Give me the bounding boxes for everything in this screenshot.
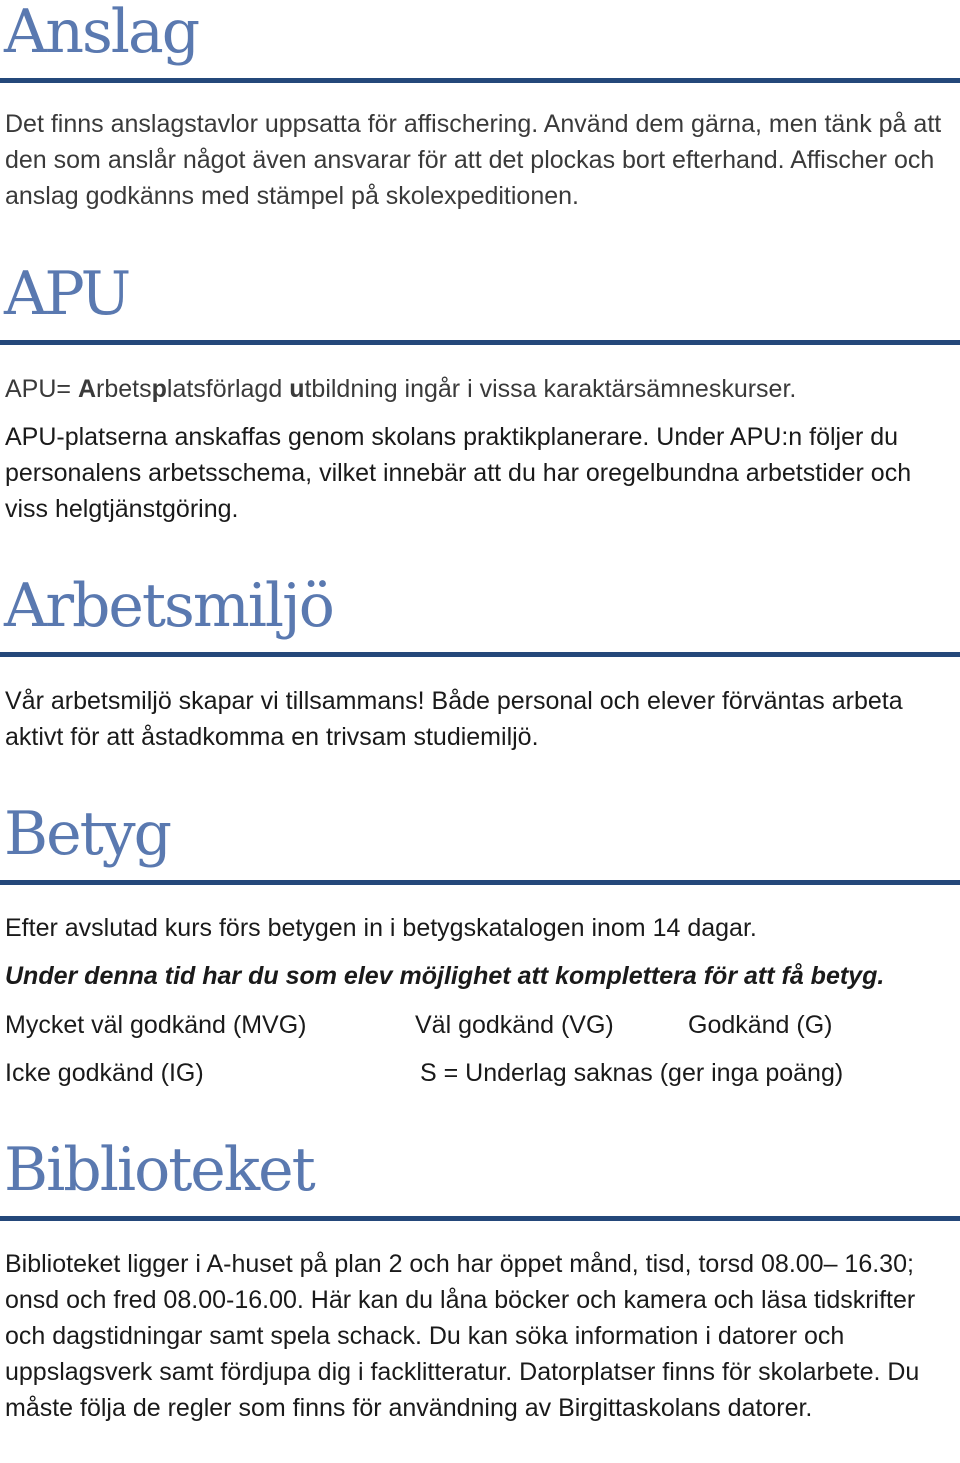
- section-divider: [0, 652, 960, 657]
- heading-betyg: Betyg: [4, 799, 171, 869]
- section-divider: [0, 340, 960, 345]
- apu-def-a-rest: rbets: [96, 375, 152, 403]
- section-divider: [0, 1216, 960, 1221]
- heading-biblioteket: Biblioteket: [4, 1135, 314, 1205]
- apu-paragraph: APU-platserna anskaffas genom skolans praktikplanerare. Under APU:n följer du personalens arbetsschema, vilket innebär att du har oregelbundna arbetstider och viss helgtjänstgöring.: [5, 423, 912, 523]
- apu-def-u-rest: tbildning ingår i vissa karaktärsämneskurser.: [304, 375, 797, 403]
- apu-def-u: u: [289, 375, 305, 403]
- apu-def-prefix: APU=: [5, 375, 78, 403]
- biblioteket-paragraph: Biblioteket ligger i A-huset på plan 2 och har öppet månd, tisd, torsd 08.00– 16.30; onsd och fred 08.00-16.00. Här kan du låna böcker och kamera och läsa tidskrifter och dagstidningar samt spela schack. Du kan söka information i datorer och uppslagsverk samt fördjupa dig i facklitteratur. Datorplatser finns för skolarbete. Du måste följa de regler som finns för användning av Birgittaskolans datorer.: [5, 1250, 920, 1422]
- betyg-paragraph: Efter avslutad kurs förs betygen in i betygskatalogen inom 14 dagar.: [5, 914, 757, 942]
- anslag-paragraph: Det finns anslagstavlor uppsatta för affischering. Använd dem gärna, men tänk på att den som anslår något även ansvarar för att det plockas bort efterhand. Affischer och anslag godkänns med stämpel på skolexpeditionen.: [5, 110, 942, 210]
- grade-g: Godkänd (G): [688, 1011, 833, 1039]
- grade-ig: Icke godkänd (IG): [5, 1059, 204, 1087]
- heading-apu: APU: [4, 259, 129, 329]
- heading-arbetsmiljo: Arbetsmiljö: [4, 571, 333, 641]
- arbetsmiljo-paragraph: Vår arbetsmiljö skapar vi tillsammans! Både personal och elever förväntas arbeta aktivt för att åstadkomma en trivsam studiemiljö.: [5, 687, 903, 751]
- grade-vg: Väl godkänd (VG): [415, 1011, 614, 1039]
- section-divider: [0, 78, 960, 83]
- apu-def-p-rest: latsförlagd: [166, 375, 290, 403]
- heading-anslag: Anslag: [4, 0, 199, 67]
- grade-s: S = Underlag saknas (ger inga poäng): [420, 1059, 844, 1087]
- grade-mvg: Mycket väl godkänd (MVG): [5, 1011, 307, 1039]
- section-divider: [0, 880, 960, 885]
- betyg-emphasis: Under denna tid har du som elev möjlighet att komplettera för att få betyg.: [5, 962, 885, 990]
- apu-def-a: A: [77, 375, 97, 403]
- apu-definition: [5, 371, 950, 407]
- apu-def-p: p: [151, 375, 167, 403]
